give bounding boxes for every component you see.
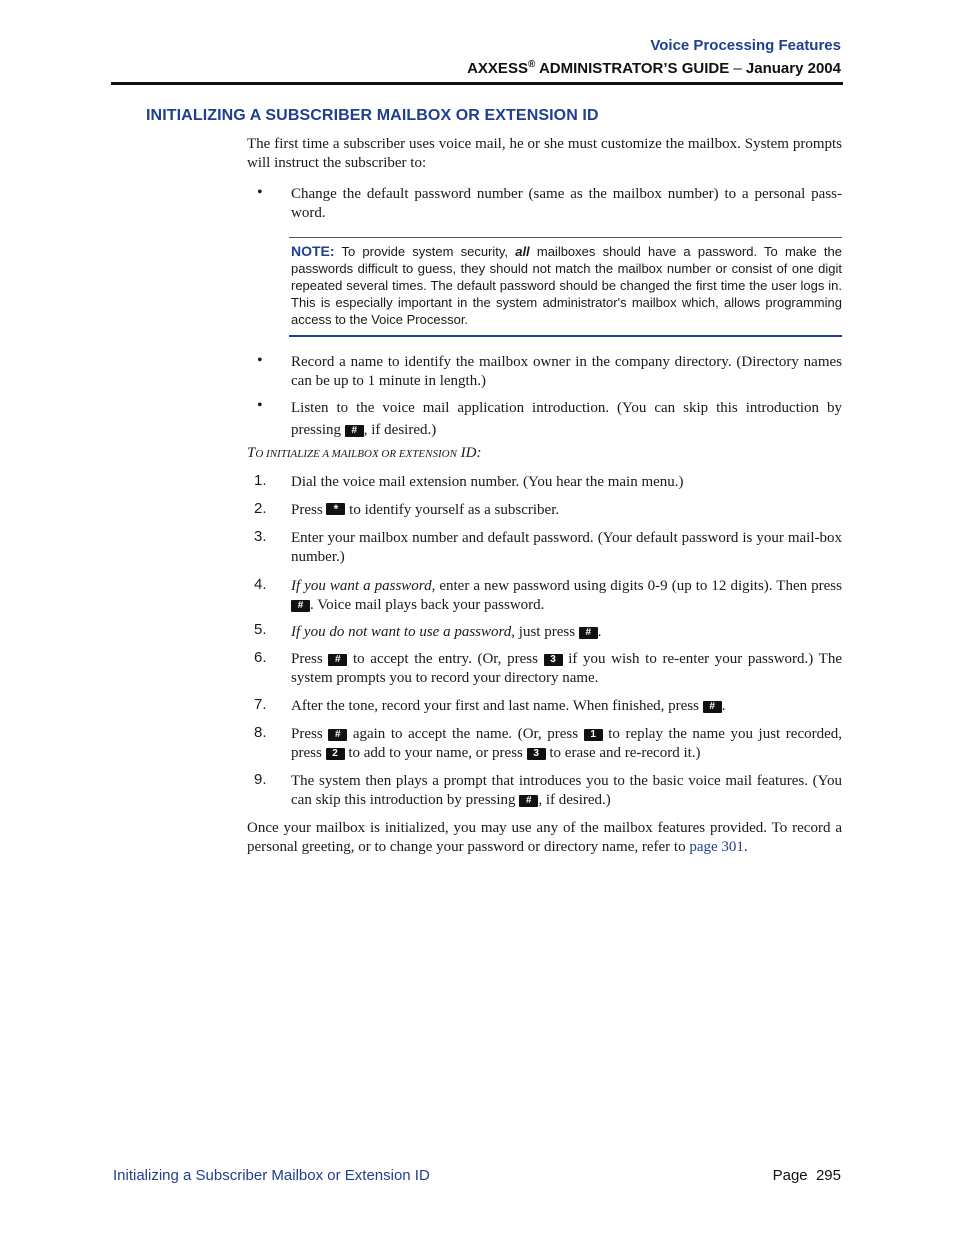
hash-key-icon: #	[703, 701, 722, 713]
intro-paragraph: The first time a subscriber uses voice mail, he or she must customize the mailbox. System prompts will instruct the subscriber to:	[247, 136, 842, 171]
bullet-3-text	[291, 397, 842, 441]
header-rule	[111, 82, 843, 85]
guide-date: January 2004	[745, 60, 841, 77]
step-7-text	[291, 697, 842, 716]
bullet-2-text: Record a name to identify the mailbox owner in the company directory. (Directory names can be up to 1 minute in length.)	[291, 354, 842, 389]
step-8-part-a: again to accept the name. (Or, press	[347, 726, 584, 742]
bullet-1-text: Change the default password number (same as the mailbox number) to a personal pass-word.	[291, 186, 842, 221]
procedure-heading-id: ID:	[456, 445, 482, 461]
section-title: INITIALIZING A SUBSCRIBER MAILBOX OR EXTENSION ID	[146, 107, 599, 124]
note-box	[291, 243, 842, 328]
step-8-part-b: to replay the name you just recorded, press	[291, 726, 843, 761]
step-number: 4.	[254, 576, 267, 593]
step-7-pre: After the tone, record your first and last name. When finished, press	[291, 698, 703, 714]
hash-key-icon: #	[328, 654, 347, 666]
note-label: NOTE:	[291, 243, 335, 259]
closing-paragraph	[247, 819, 842, 857]
closing-post: .	[743, 839, 748, 855]
step-8-part-c: to add to your name, or press	[344, 745, 527, 761]
step-2-text	[291, 501, 842, 520]
step-5-text	[291, 623, 842, 642]
step-6-text	[291, 650, 842, 688]
step-8-text	[291, 725, 842, 763]
step-1-text: Dial the voice mail extension number. (You hear the main menu.)	[291, 474, 684, 490]
step-6-pre: Press	[291, 651, 329, 667]
step-4-mid: enter a new password using digits 0-9 (up to 12 digits). Then press	[435, 578, 842, 594]
procedure-heading	[247, 445, 481, 462]
step-number: 6.	[254, 649, 267, 666]
bullet-3-post: , if desired.)	[363, 422, 437, 438]
procedure-heading-smallcaps: O INITIALIZE A MAILBOX OR EXTENSION	[255, 448, 457, 460]
hash-key-icon: #	[579, 627, 598, 639]
note-text-post: mailboxes should have a password. To make the passwords difficult to guess, they should not match the mailbox number or consist of one digit repeated several times. The default password should be changed the first time the user logs in. This is especially important in the system administrator's mailbox which, allows programming access to the Voice Processor.	[291, 244, 842, 327]
header-section-title: Voice Processing Features	[650, 37, 841, 54]
step-3-text: Enter your mailbox number and default password. (Your default password is your mail-box number.)	[291, 530, 842, 565]
step-8-post: to erase and re-record it.)	[545, 745, 701, 761]
hash-key-icon: #	[519, 795, 538, 807]
step-4-italic: If you want a password,	[291, 578, 436, 594]
step-number: 7.	[254, 696, 267, 713]
bullet-dot: •	[257, 184, 263, 201]
page-301-link[interactable]: page 301	[689, 839, 744, 855]
procedure-heading-cap: T	[247, 445, 256, 461]
hash-key-icon: #	[328, 729, 347, 741]
step-5-mid: just press	[515, 624, 579, 640]
header-guide-title	[467, 59, 841, 77]
step-9-pre: The system then plays a prompt that introduces you to the basic voice mail features. (You can skip this introduction by pressing	[291, 773, 842, 808]
guide-name: ADMINISTRATOR’S GUIDE	[535, 60, 730, 77]
step-5-post: .	[597, 624, 602, 640]
step-number: 5.	[254, 621, 267, 638]
hash-key-icon: #	[345, 425, 364, 437]
step-number: 8.	[254, 724, 267, 741]
hash-key-icon: #	[291, 600, 310, 612]
step-4-post: . Voice mail plays back your password.	[310, 597, 545, 613]
guide-separator: –	[729, 60, 746, 77]
step-number: 9.	[254, 771, 267, 788]
step-6-mid: to accept the entry. (Or, press	[347, 651, 544, 667]
note-bottom-rule	[289, 335, 842, 337]
note-top-rule	[289, 237, 842, 238]
step-number: 3.	[254, 528, 267, 545]
footer-section-name: Initializing a Subscriber Mailbox or Extension ID	[113, 1167, 430, 1184]
note-text-pre: To provide system security,	[341, 244, 516, 259]
step-2-pre: Press	[291, 502, 327, 518]
three-key-icon: 3	[544, 654, 563, 666]
step-7-post: .	[721, 698, 726, 714]
closing-pre: Once your mailbox is initialized, you may use any of the mailbox features provided. To record a personal greeting, or to change your password or directory name, refer to	[247, 820, 842, 855]
bullet-3-pre: Listen to the voice mail application introduction. (You can skip this introduction by pressing	[291, 400, 842, 438]
footer-page-number: Page 295	[772, 1167, 841, 1184]
step-number: 1.	[254, 472, 267, 489]
step-4-text	[291, 577, 842, 615]
registered-mark: ®	[527, 59, 536, 70]
two-key-icon: 2	[326, 748, 345, 760]
three-key-icon: 3	[527, 748, 546, 760]
step-9-text	[291, 772, 842, 810]
note-emphasis: all	[515, 244, 530, 259]
step-9-post: , if desired.)	[538, 792, 611, 808]
step-5-italic: If you do not want to use a password,	[291, 624, 516, 640]
star-key-icon: *	[326, 503, 345, 515]
bullet-dot: •	[257, 352, 263, 369]
bullet-dot: •	[257, 397, 263, 414]
step-8-pre: Press	[291, 726, 329, 742]
one-key-icon: 1	[584, 729, 603, 741]
step-2-post: to identify yourself as a subscriber.	[345, 502, 560, 518]
guide-prefix: AXXESS	[467, 60, 528, 77]
step-number: 2.	[254, 500, 267, 517]
step-6-post: if you wish to re-enter your password.) The system prompts you to record your directory name.	[291, 651, 843, 686]
